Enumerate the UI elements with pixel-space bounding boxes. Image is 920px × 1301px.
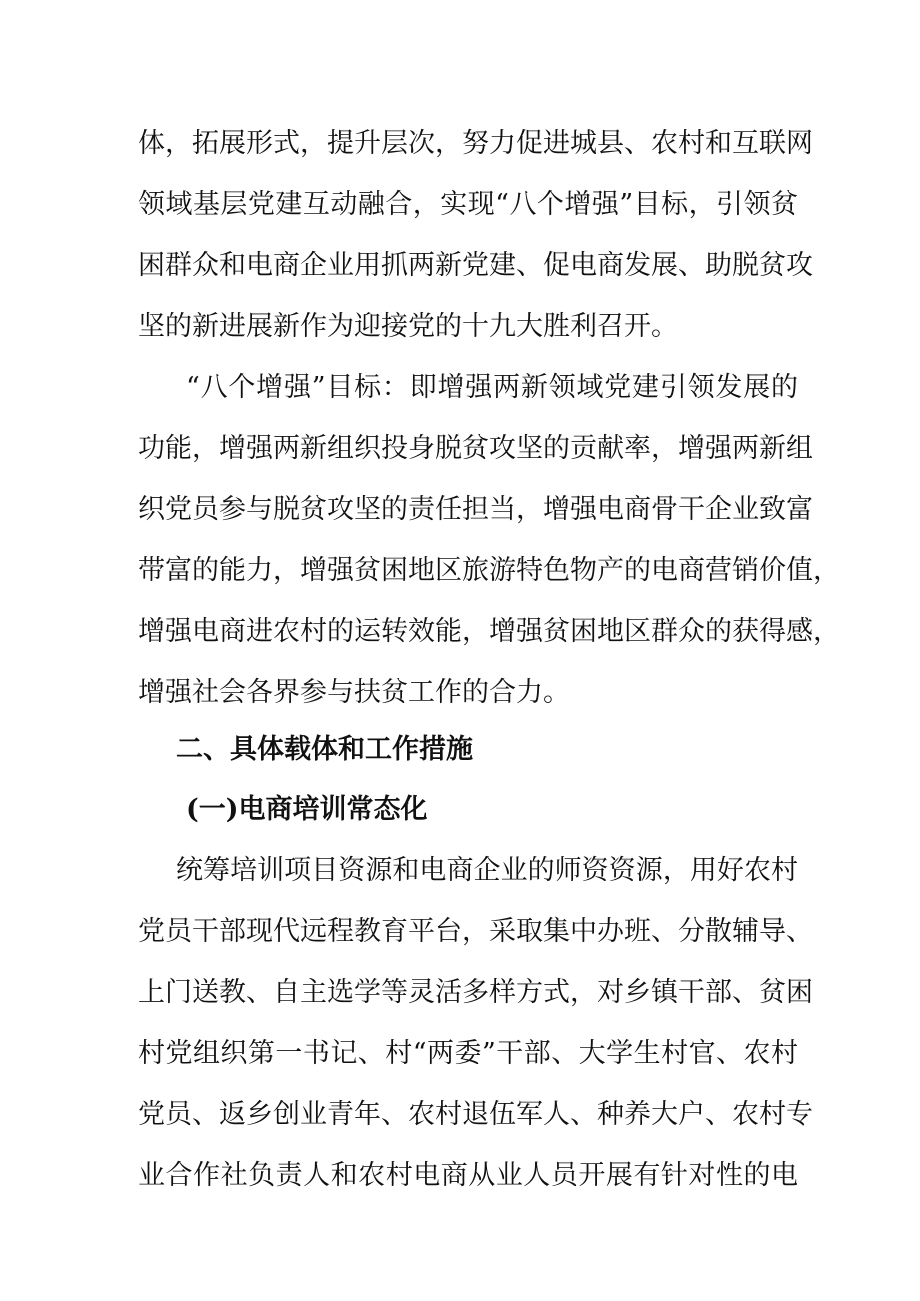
paragraph-line: “八个增强”目标：即增强两新领域党建引领发展的 [186, 372, 798, 403]
paragraph-line: 织党员参与脱贫攻坚的责任担当，增强电商骨干企业致富 [138, 494, 813, 525]
paragraph-line: 领域基层党建互动融合，实现“八个增强”目标，引领贫 [138, 189, 798, 220]
paragraph-line: 村党组织第一书记、村“两委”干部、大学生村官、农村 [138, 1038, 798, 1069]
paragraph-line: 带富的能力，增强贫困地区旅游特色物产的电商营销价值， [138, 555, 840, 586]
section-heading: 二、具体载体和工作措施 [176, 734, 473, 765]
paragraph-line: 坚的新进展新作为迎接党的十九大胜利召开。 [138, 311, 678, 342]
paragraph-line: 党员、返乡创业青年、农村退伍军人、种养大户、农村专 [138, 1099, 813, 1130]
paragraph-line: 统筹培训项目资源和电商企业的师资资源，用好农村 [176, 855, 798, 886]
paragraph-line: 党员干部现代远程教育平台，采取集中办班、分散辅导、 [138, 916, 813, 947]
subsection-heading: (一)电商培训常态化 [186, 794, 428, 825]
paragraph-line: 增强电商进农村的运转效能，增强贫困地区群众的获得感， [138, 616, 840, 647]
paragraph-line: 上门送教、自主选学等灵活多样方式，对乡镇干部、贫困 [138, 977, 813, 1008]
paragraph-line: 增强社会各界参与扶贫工作的合力。 [138, 677, 570, 708]
paragraph-line: 功能，增强两新组织投身脱贫攻坚的贡献率，增强两新组 [138, 433, 813, 464]
paragraph-line: 困群众和电商企业用抓两新党建、促电商发展、助脱贫攻 [138, 250, 813, 281]
paragraph-line: 业合作社负责人和农村电商从业人员开展有针对性的电 [138, 1160, 798, 1191]
paragraph-line: 体，拓展形式，提升层次，努力促进城县、农村和互联网 [138, 128, 813, 159]
